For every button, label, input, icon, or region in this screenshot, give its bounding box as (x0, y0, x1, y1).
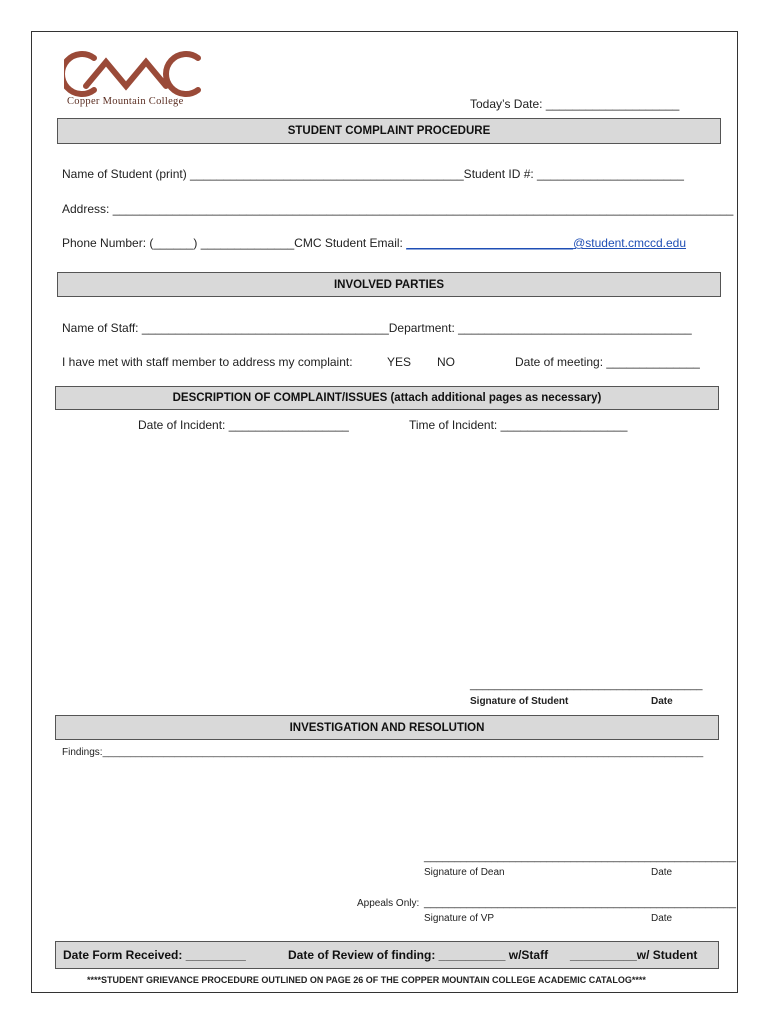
email-domain-link[interactable]: @student.cmccd.edu (573, 236, 686, 250)
student-signature-line[interactable]: ______________________________________ (470, 679, 703, 691)
review-with-student-field[interactable]: __________w/ Student (570, 948, 698, 962)
cmc-logo-icon (64, 50, 206, 98)
no-option[interactable]: NO (437, 355, 455, 369)
todays-date-field[interactable]: Today’s Date: ____________________ (470, 97, 680, 111)
vp-signature-line[interactable]: ___________________________________________________ (424, 897, 737, 909)
student-name-field[interactable]: Name of Student (print) _________________________________________Student ID #: ______________________ (62, 167, 684, 181)
signature-of-student-label: Signature of Student (470, 696, 569, 707)
dean-signature-line[interactable]: ___________________________________________________ (424, 851, 737, 863)
address-field[interactable]: Address: _____________________________________________________________________________________________ (62, 202, 734, 216)
phone-email-row (62, 236, 686, 250)
signature-of-vp-label: Signature of VP (424, 913, 495, 924)
yes-option[interactable]: YES (387, 355, 412, 369)
date-of-meeting-field[interactable]: Date of meeting: ______________ (515, 355, 700, 369)
phone-field[interactable]: Phone Number: (______) ______________CMC Student Email: (62, 236, 407, 250)
office-use-band (55, 941, 719, 969)
vp-date-label: Date (651, 913, 673, 924)
date-form-received-field[interactable]: Date Form Received: _________ (63, 948, 246, 962)
staff-name-field[interactable]: Name of Staff: _____________________________________Department: ___________________________________ (62, 321, 692, 335)
section-title-complaint: STUDENT COMPLAINT PROCEDURE (57, 118, 721, 144)
signature-of-dean-label: Signature of Dean (424, 867, 505, 878)
student-date-label: Date (651, 696, 673, 707)
dean-date-label: Date (651, 867, 673, 878)
time-of-incident-field[interactable]: Time of Incident: ___________________ (409, 418, 628, 432)
met-staff-label: I have met with staff member to address my complaint: (62, 355, 353, 369)
section-title-involved: INVOLVED PARTIES (57, 272, 721, 297)
date-of-incident-field[interactable]: Date of Incident: __________________ (138, 418, 349, 432)
college-name: Copper Mountain College (67, 96, 184, 107)
findings-field[interactable]: Findings:____________________________________________________________________________________________________________ (62, 747, 704, 758)
email-blank-field[interactable]: _________________________ (406, 236, 574, 250)
appeals-only-label: Appeals Only: (357, 898, 420, 909)
section-title-description: DESCRIPTION OF COMPLAINT/ISSUES (attach additional pages as necessary) (55, 386, 719, 410)
section-title-investigation: INVESTIGATION AND RESOLUTION (55, 715, 719, 740)
date-of-review-field[interactable]: Date of Review of finding: __________ w/Staff (288, 948, 549, 962)
footer-note: ****STUDENT GRIEVANCE PROCEDURE OUTLINED ON PAGE 26 OF THE COPPER MOUNTAIN COLLEGE ACADEMIC CATALOG**** (87, 975, 646, 985)
